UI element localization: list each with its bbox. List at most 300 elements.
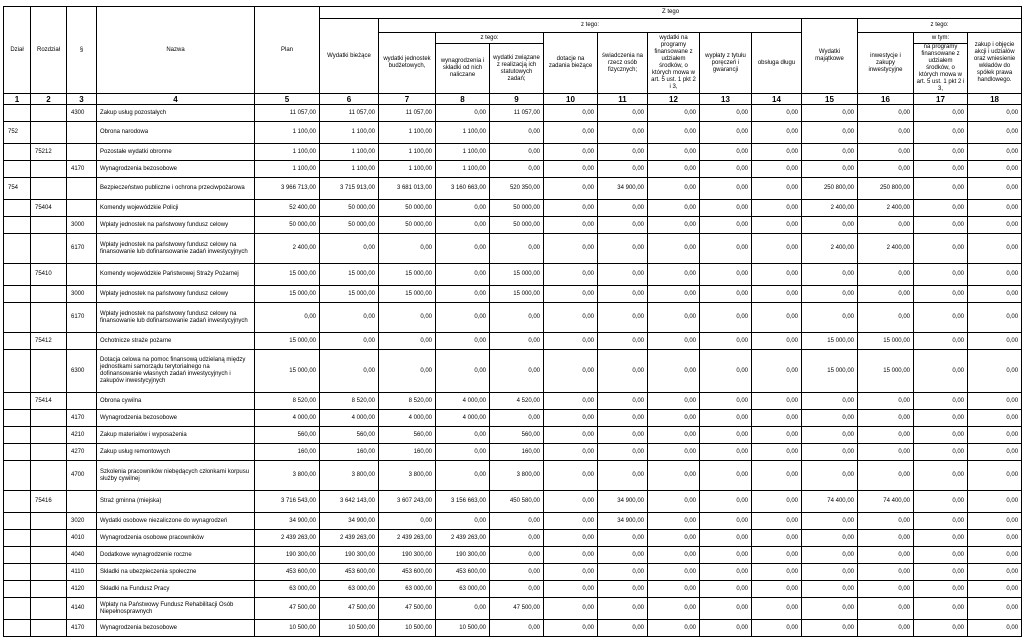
- cell-amount: 0,00: [544, 303, 598, 333]
- cell-amount: 560,00: [490, 427, 544, 444]
- cell-amount: 0,00: [968, 144, 1022, 161]
- table-row: [4, 161, 1022, 178]
- cell-paragraf: [67, 144, 97, 161]
- column-number: 3: [67, 94, 97, 105]
- cell-amount: 0,00: [544, 530, 598, 547]
- cell-amount: 0,00: [544, 178, 598, 200]
- cell-amount: 0,00: [700, 286, 752, 303]
- cell-amount: 0,00: [914, 333, 968, 350]
- cell-amount: 0,00: [648, 427, 700, 444]
- header-na-programy: na programy finansowane z udziałem środków, o których mowa w art. 5 ust. 1 pkt 2 i 3,: [914, 44, 968, 94]
- cell-nazwa: Komendy wojewódzkie Państwowej Straży Pożarnej: [97, 264, 255, 286]
- cell-nazwa: Ochotnicze straże pożarne: [97, 333, 255, 350]
- cell-amount: 0,00: [752, 122, 802, 144]
- cell-amount: 0,00: [914, 178, 968, 200]
- cell-amount: 4 000,00: [436, 393, 490, 410]
- cell-amount: 0,00: [436, 217, 490, 234]
- cell-amount: 0,00: [802, 530, 858, 547]
- cell-amount: 0,00: [700, 161, 752, 178]
- column-number: 18: [968, 94, 1022, 105]
- cell-amount: 0,00: [598, 410, 648, 427]
- cell-amount: 0,00: [700, 410, 752, 427]
- cell-dzial: [4, 105, 31, 122]
- cell-dzial: [4, 217, 31, 234]
- cell-rozdzial: [31, 547, 67, 564]
- cell-amount: 15 000,00: [379, 264, 436, 286]
- cell-amount: 0,00: [914, 264, 968, 286]
- cell-amount: 2 400,00: [858, 234, 914, 264]
- cell-nazwa: Wpłaty na Państwowy Fundusz Rehabilitacji Osób Niepełnosprawnych: [97, 598, 255, 620]
- cell-amount: 15 000,00: [379, 286, 436, 303]
- cell-rozdzial: [31, 620, 67, 637]
- cell-amount: 0,00: [752, 286, 802, 303]
- header-z-tego-jednostek: z tego:: [436, 33, 544, 44]
- cell-amount: 0,00: [648, 581, 700, 598]
- cell-dzial: 754: [4, 178, 31, 200]
- column-number: 11: [598, 94, 648, 105]
- cell-nazwa: Składki na ubezpieczenia społeczne: [97, 564, 255, 581]
- cell-amount: 0,00: [752, 350, 802, 393]
- header-wynagrodzenia: wynagrodzenia i składki od nich naliczane: [436, 44, 490, 94]
- cell-amount: 0,00: [648, 234, 700, 264]
- cell-amount: 63 000,00: [379, 581, 436, 598]
- cell-amount: 0,00: [544, 410, 598, 427]
- cell-dzial: [4, 547, 31, 564]
- cell-paragraf: 3000: [67, 286, 97, 303]
- cell-amount: 2 439 263,00: [379, 530, 436, 547]
- cell-amount: 0,00: [802, 303, 858, 333]
- cell-amount: 3 966 713,00: [255, 178, 320, 200]
- header-obsluga: obsługa długu: [752, 33, 802, 94]
- column-number: 7: [379, 94, 436, 105]
- cell-amount: 34 900,00: [255, 513, 320, 530]
- cell-amount: 0,00: [379, 303, 436, 333]
- cell-amount: 0,00: [968, 427, 1022, 444]
- cell-amount: 47 500,00: [320, 598, 379, 620]
- header-zakup-akcji: zakup i objęcie akcji i udziałów oraz wniesienie wkładów do spółek prawa handlowego.: [968, 33, 1022, 94]
- cell-amount: 0,00: [802, 598, 858, 620]
- cell-dzial: [4, 161, 31, 178]
- cell-paragraf: 4700: [67, 461, 97, 491]
- cell-amount: 190 300,00: [320, 547, 379, 564]
- cell-amount: 0,00: [490, 350, 544, 393]
- table-row: [4, 234, 1022, 264]
- cell-amount: 560,00: [255, 427, 320, 444]
- table-row: [4, 178, 1022, 200]
- cell-amount: 0,00: [968, 393, 1022, 410]
- cell-amount: 0,00: [436, 303, 490, 333]
- header-wydatki-programy: wydatki na programy finansowane z udziałem środków, o których mowa w art. 5 ust. 1 pkt 2 i 3,: [648, 33, 700, 94]
- cell-paragraf: 4040: [67, 547, 97, 564]
- cell-amount: 3 800,00: [320, 461, 379, 491]
- header-inwestycje: inwestycje i zakupy inwestycyjne: [858, 33, 914, 94]
- cell-amount: 3 681 013,00: [379, 178, 436, 200]
- cell-amount: 0,00: [544, 234, 598, 264]
- cell-amount: 0,00: [914, 303, 968, 333]
- cell-amount: 0,00: [436, 200, 490, 217]
- cell-amount: 0,00: [858, 161, 914, 178]
- cell-amount: 0,00: [648, 598, 700, 620]
- table-row: [4, 264, 1022, 286]
- cell-amount: 2 439 263,00: [436, 530, 490, 547]
- cell-amount: 0,00: [490, 161, 544, 178]
- cell-paragraf: 6170: [67, 234, 97, 264]
- cell-amount: 520 350,00: [490, 178, 544, 200]
- cell-amount: 0,00: [968, 444, 1022, 461]
- cell-nazwa: Szkolenia pracowników niebędących członkami korpusu służby cywilnej: [97, 461, 255, 491]
- cell-amount: 1 100,00: [255, 161, 320, 178]
- cell-nazwa: Pozostałe wydatki obronne: [97, 144, 255, 161]
- cell-amount: 3 642 143,00: [320, 491, 379, 513]
- cell-amount: 0,00: [914, 620, 968, 637]
- cell-rozdzial: [31, 564, 67, 581]
- table-row: [4, 530, 1022, 547]
- cell-amount: 560,00: [379, 427, 436, 444]
- cell-amount: 0,00: [914, 217, 968, 234]
- cell-rozdzial: [31, 303, 67, 333]
- cell-amount: 0,00: [544, 333, 598, 350]
- cell-amount: 0,00: [598, 427, 648, 444]
- cell-amount: 34 900,00: [598, 513, 648, 530]
- cell-rozdzial: [31, 234, 67, 264]
- cell-amount: 34 900,00: [598, 491, 648, 513]
- cell-amount: 0,00: [598, 105, 648, 122]
- cell-amount: 0,00: [544, 461, 598, 491]
- column-number: 1: [4, 94, 31, 105]
- cell-amount: 0,00: [914, 491, 968, 513]
- cell-amount: 34 900,00: [598, 178, 648, 200]
- cell-amount: 0,00: [700, 427, 752, 444]
- cell-amount: 11 057,00: [320, 105, 379, 122]
- cell-amount: 0,00: [802, 444, 858, 461]
- cell-amount: 0,00: [490, 513, 544, 530]
- cell-rozdzial: [31, 105, 67, 122]
- cell-amount: 2 439 263,00: [320, 530, 379, 547]
- budget-table: [3, 6, 1022, 637]
- cell-amount: 0,00: [858, 581, 914, 598]
- cell-amount: 0,00: [858, 530, 914, 547]
- column-number: 2: [31, 94, 67, 105]
- cell-amount: 50 000,00: [379, 217, 436, 234]
- cell-rozdzial: [31, 581, 67, 598]
- cell-paragraf: 4120: [67, 581, 97, 598]
- cell-amount: 0,00: [544, 620, 598, 637]
- cell-nazwa: Wynagrodzenia osobowe pracowników: [97, 530, 255, 547]
- cell-amount: 0,00: [968, 333, 1022, 350]
- cell-amount: 0,00: [544, 564, 598, 581]
- cell-amount: 15 000,00: [802, 350, 858, 393]
- cell-amount: 50 000,00: [379, 200, 436, 217]
- cell-paragraf: [67, 200, 97, 217]
- cell-paragraf: 6300: [67, 350, 97, 393]
- cell-amount: 0,00: [648, 105, 700, 122]
- cell-amount: 0,00: [914, 444, 968, 461]
- cell-amount: 0,00: [648, 513, 700, 530]
- cell-amount: 0,00: [752, 513, 802, 530]
- cell-amount: 0,00: [968, 303, 1022, 333]
- cell-amount: 0,00: [858, 105, 914, 122]
- cell-amount: 3 800,00: [490, 461, 544, 491]
- cell-rozdzial: [31, 461, 67, 491]
- cell-amount: 0,00: [752, 564, 802, 581]
- cell-paragraf: 6170: [67, 303, 97, 333]
- cell-amount: 3 607 243,00: [379, 491, 436, 513]
- column-number: 5: [255, 94, 320, 105]
- cell-amount: 0,00: [968, 461, 1022, 491]
- cell-amount: 0,00: [700, 581, 752, 598]
- cell-amount: 0,00: [802, 547, 858, 564]
- cell-amount: 3 715 913,00: [320, 178, 379, 200]
- cell-nazwa: Dodatkowe wynagrodzenie roczne: [97, 547, 255, 564]
- cell-amount: 1 100,00: [255, 122, 320, 144]
- cell-amount: 0,00: [436, 444, 490, 461]
- cell-paragraf: 4170: [67, 620, 97, 637]
- cell-paragraf: 4010: [67, 530, 97, 547]
- cell-amount: 0,00: [968, 200, 1022, 217]
- cell-amount: 0,00: [544, 144, 598, 161]
- cell-amount: 8 520,00: [255, 393, 320, 410]
- cell-amount: 560,00: [320, 427, 379, 444]
- cell-amount: 0,00: [648, 303, 700, 333]
- cell-amount: 1 100,00: [320, 144, 379, 161]
- cell-dzial: [4, 303, 31, 333]
- cell-paragraf: [67, 393, 97, 410]
- cell-amount: 0,00: [968, 410, 1022, 427]
- cell-amount: 15 000,00: [255, 286, 320, 303]
- cell-amount: 0,00: [700, 333, 752, 350]
- cell-amount: 0,00: [858, 547, 914, 564]
- cell-amount: 0,00: [490, 530, 544, 547]
- cell-rozdzial: [31, 161, 67, 178]
- cell-dzial: [4, 598, 31, 620]
- cell-amount: 453 600,00: [436, 564, 490, 581]
- cell-amount: 0,00: [436, 264, 490, 286]
- cell-amount: 0,00: [752, 530, 802, 547]
- table-row: [4, 513, 1022, 530]
- cell-amount: 0,00: [700, 461, 752, 491]
- cell-amount: 50 000,00: [320, 217, 379, 234]
- cell-amount: 0,00: [436, 461, 490, 491]
- cell-amount: 0,00: [700, 105, 752, 122]
- cell-rozdzial: 75404: [31, 200, 67, 217]
- cell-amount: 63 000,00: [320, 581, 379, 598]
- cell-amount: 0,00: [752, 217, 802, 234]
- cell-amount: 0,00: [648, 264, 700, 286]
- cell-amount: 0,00: [490, 547, 544, 564]
- cell-amount: 0,00: [700, 444, 752, 461]
- cell-amount: 11 057,00: [255, 105, 320, 122]
- cell-amount: 0,00: [598, 581, 648, 598]
- cell-amount: 0,00: [648, 286, 700, 303]
- cell-amount: 0,00: [598, 393, 648, 410]
- cell-nazwa: Bezpieczeństwo publiczne i ochrona przeciwpożarowa: [97, 178, 255, 200]
- table-row: [4, 620, 1022, 637]
- column-number: 15: [802, 94, 858, 105]
- cell-amount: 0,00: [648, 620, 700, 637]
- cell-amount: 0,00: [544, 200, 598, 217]
- cell-amount: 0,00: [598, 200, 648, 217]
- cell-dzial: [4, 410, 31, 427]
- cell-amount: 10 500,00: [379, 620, 436, 637]
- cell-amount: 0,00: [968, 620, 1022, 637]
- cell-amount: 15 000,00: [490, 286, 544, 303]
- cell-amount: 0,00: [802, 144, 858, 161]
- cell-amount: 34 900,00: [320, 513, 379, 530]
- cell-amount: 0,00: [436, 333, 490, 350]
- table-row: [4, 461, 1022, 491]
- table-row: [4, 122, 1022, 144]
- cell-amount: 0,00: [598, 264, 648, 286]
- column-number: 12: [648, 94, 700, 105]
- cell-amount: 8 520,00: [320, 393, 379, 410]
- header-paragraf: §: [67, 7, 97, 94]
- cell-amount: 10 500,00: [436, 620, 490, 637]
- header-swiadczenia: świadczenia na rzecz osób fizycznych;: [598, 33, 648, 94]
- cell-amount: 0,00: [544, 393, 598, 410]
- cell-amount: 453 600,00: [379, 564, 436, 581]
- cell-amount: 0,00: [320, 350, 379, 393]
- cell-amount: 190 300,00: [255, 547, 320, 564]
- cell-rozdzial: 75416: [31, 491, 67, 513]
- cell-rozdzial: 75212: [31, 144, 67, 161]
- cell-amount: 0,00: [752, 410, 802, 427]
- cell-amount: 0,00: [544, 105, 598, 122]
- cell-amount: 1 100,00: [320, 161, 379, 178]
- column-number: 4: [97, 94, 255, 105]
- cell-dzial: [4, 491, 31, 513]
- cell-nazwa: Wpłaty jednostek na państwowy fundusz celowy: [97, 217, 255, 234]
- cell-amount: 0,00: [914, 427, 968, 444]
- cell-amount: 47 500,00: [490, 598, 544, 620]
- column-number: 10: [544, 94, 598, 105]
- table-row: [4, 444, 1022, 461]
- cell-amount: 0,00: [752, 105, 802, 122]
- table-body: [4, 105, 1022, 637]
- cell-amount: 0,00: [752, 598, 802, 620]
- cell-amount: 1 100,00: [379, 144, 436, 161]
- cell-amount: 0,00: [752, 393, 802, 410]
- cell-amount: 0,00: [802, 427, 858, 444]
- cell-amount: 0,00: [968, 217, 1022, 234]
- cell-amount: 0,00: [700, 620, 752, 637]
- cell-amount: 11 057,00: [379, 105, 436, 122]
- cell-amount: 0,00: [648, 217, 700, 234]
- cell-amount: 50 000,00: [255, 217, 320, 234]
- cell-amount: 0,00: [700, 350, 752, 393]
- cell-amount: 0,00: [700, 598, 752, 620]
- cell-paragraf: [67, 178, 97, 200]
- cell-amount: 0,00: [858, 303, 914, 333]
- cell-dzial: [4, 620, 31, 637]
- cell-rozdzial: [31, 217, 67, 234]
- cell-amount: 15 000,00: [802, 333, 858, 350]
- cell-amount: 2 400,00: [858, 200, 914, 217]
- cell-amount: 0,00: [379, 234, 436, 264]
- cell-amount: 4 000,00: [320, 410, 379, 427]
- cell-amount: 1 100,00: [436, 122, 490, 144]
- cell-amount: 0,00: [802, 161, 858, 178]
- cell-amount: 0,00: [700, 234, 752, 264]
- cell-amount: 10 500,00: [255, 620, 320, 637]
- cell-amount: 0,00: [255, 303, 320, 333]
- cell-amount: 0,00: [914, 547, 968, 564]
- cell-amount: 190 300,00: [379, 547, 436, 564]
- cell-amount: 0,00: [490, 581, 544, 598]
- cell-amount: 0,00: [648, 144, 700, 161]
- header-wydatki-jednostek: wydatki jednostek budżetowych,: [379, 33, 436, 94]
- cell-nazwa: Obrona cywilna: [97, 393, 255, 410]
- cell-amount: 0,00: [544, 513, 598, 530]
- cell-amount: 0,00: [752, 461, 802, 491]
- header-dzial: Dział: [4, 7, 31, 94]
- cell-paragraf: 3020: [67, 513, 97, 530]
- cell-amount: 0,00: [700, 122, 752, 144]
- cell-amount: 0,00: [379, 350, 436, 393]
- cell-rozdzial: 75410: [31, 264, 67, 286]
- cell-amount: 160,00: [379, 444, 436, 461]
- cell-amount: 15 000,00: [255, 350, 320, 393]
- cell-amount: 0,00: [544, 161, 598, 178]
- cell-amount: 0,00: [752, 161, 802, 178]
- cell-amount: 0,00: [598, 444, 648, 461]
- table-row: [4, 581, 1022, 598]
- cell-amount: 0,00: [802, 217, 858, 234]
- cell-amount: 0,00: [858, 410, 914, 427]
- cell-amount: 0,00: [490, 122, 544, 144]
- cell-amount: 0,00: [379, 333, 436, 350]
- cell-rozdzial: [31, 122, 67, 144]
- cell-amount: 0,00: [544, 122, 598, 144]
- cell-amount: 0,00: [648, 547, 700, 564]
- cell-amount: 0,00: [700, 564, 752, 581]
- cell-amount: 15 000,00: [858, 350, 914, 393]
- table-row: [4, 303, 1022, 333]
- cell-amount: 0,00: [648, 178, 700, 200]
- cell-amount: 47 500,00: [379, 598, 436, 620]
- table-row: [4, 491, 1022, 513]
- cell-amount: 190 300,00: [436, 547, 490, 564]
- cell-nazwa: Wpłaty jednostek na państwowy fundusz celowy na finansowanie lub dofinansowanie zadań inwestycyjnych: [97, 234, 255, 264]
- cell-amount: 11 057,00: [490, 105, 544, 122]
- table-row: [4, 286, 1022, 303]
- cell-amount: 0,00: [858, 564, 914, 581]
- cell-amount: 2 400,00: [255, 234, 320, 264]
- cell-amount: 0,00: [858, 286, 914, 303]
- table-row: [4, 564, 1022, 581]
- cell-amount: 0,00: [598, 333, 648, 350]
- cell-amount: 0,00: [544, 547, 598, 564]
- cell-amount: 160,00: [490, 444, 544, 461]
- cell-amount: 0,00: [700, 547, 752, 564]
- cell-amount: 0,00: [914, 393, 968, 410]
- cell-amount: 8 520,00: [379, 393, 436, 410]
- cell-amount: 250 800,00: [858, 178, 914, 200]
- cell-paragraf: 4170: [67, 161, 97, 178]
- cell-amount: 50 000,00: [320, 200, 379, 217]
- cell-amount: 0,00: [648, 350, 700, 393]
- cell-dzial: [4, 286, 31, 303]
- cell-amount: 63 000,00: [255, 581, 320, 598]
- cell-paragraf: 4300: [67, 105, 97, 122]
- cell-rozdzial: [31, 427, 67, 444]
- cell-amount: 3 716 543,00: [255, 491, 320, 513]
- cell-amount: 0,00: [802, 393, 858, 410]
- cell-amount: 0,00: [968, 122, 1022, 144]
- cell-rozdzial: [31, 410, 67, 427]
- header-rozdzial: Rozdział: [31, 7, 67, 94]
- cell-nazwa: Dotacja celowa na pomoc finansową udzielaną między jednostkami samorządu terytorialnego na dofinansowanie własnych zadań inwestycyjnych i zakupów inwestycyjnych: [97, 350, 255, 393]
- cell-dzial: 752: [4, 122, 31, 144]
